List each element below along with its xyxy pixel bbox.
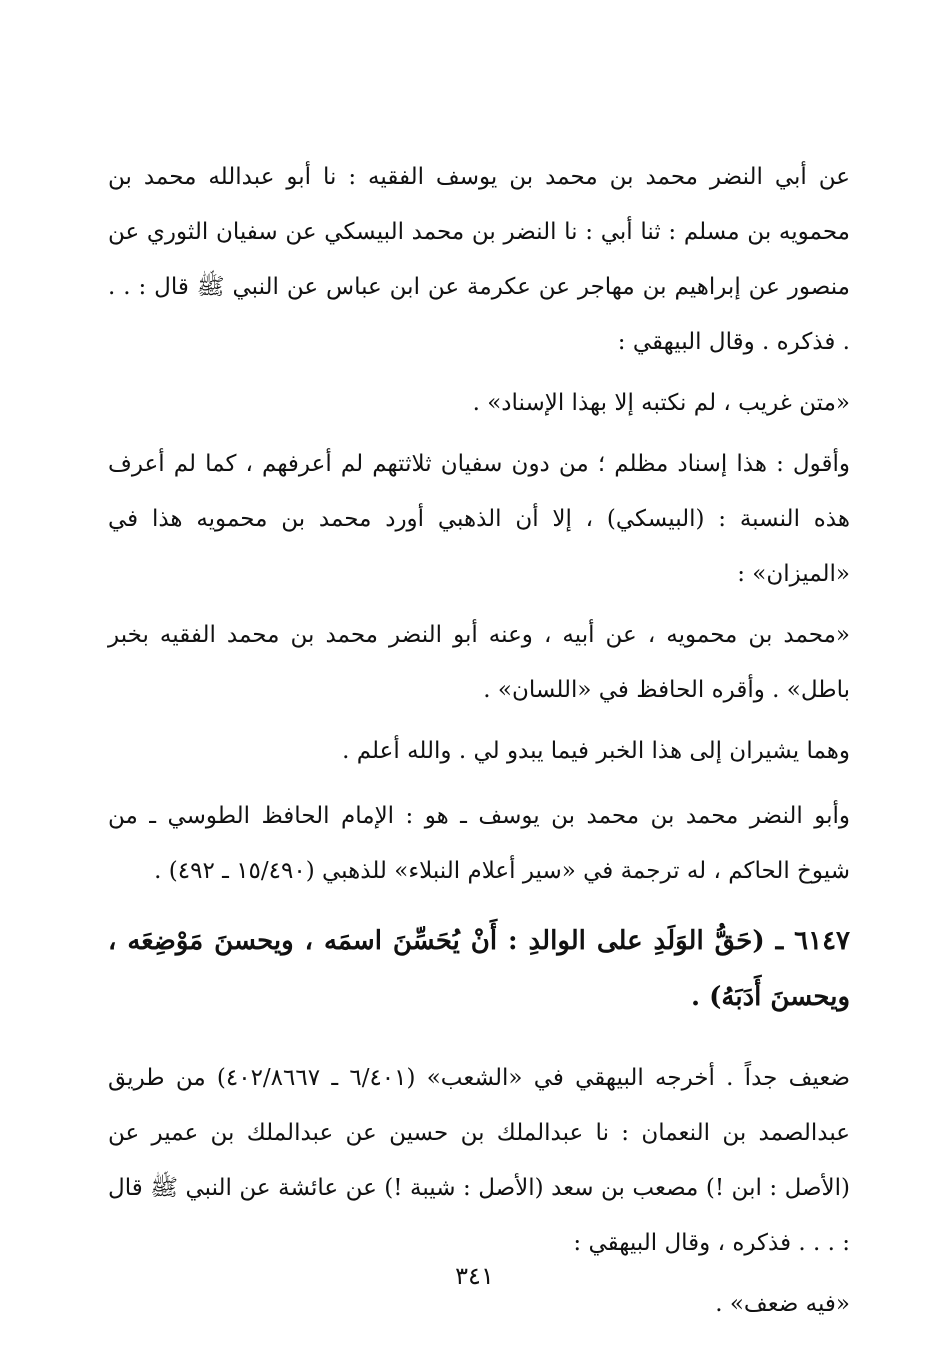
final-quote: «فيه ضعف» . (715, 1291, 850, 1317)
author-conclusion-paragraph: وهما يشيران إلى هذا الخبر فيما يبدو لي . والله أعلم . (342, 738, 850, 764)
mizan-quote-paragraph: «محمد بن محمويه ، عن أبيه ، وعنه أبو النضر محمد بن محمد الفقيه بخبر باطل» . وأقره الحافظ في «اللسان» . (108, 622, 850, 703)
hadith-chain-paragraph: عن أبي النضر محمد بن محمد بن يوسف الفقيه : نا أبو عبدالله محمد بن محمويه بن مسلم : ثنا أبي : نا النضر بن محمد البيسكي عن سفيان الثوري عن منصور عن إبراهيم بن مهاجر عن عكرمة عن ابن عباس عن النبي ﷺ قال : . . . فذكره . وقال البيهقي : (108, 164, 850, 355)
bayhaqi-quote: «متن غريب ، لم نكتبه إلا بهذا الإسناد» . (472, 390, 850, 416)
narrator-biography-paragraph: وأبو النضر محمد بن محمد بن يوسف ـ هو : الإمام الحافظ الطوسي ـ من شيوخ الحاكم ، له ترجمة في «سير أعلام النبلاء» للذهبي (١٥/٤٩٠ ـ ٤٩٢) . (108, 803, 850, 884)
grading-paragraph: ضعيف جداً . أخرجه البيهقي في «الشعب» (٦/٤٠١ ـ ٤٠٢/٨٦٦٧) من طريق عبدالصمد بن النعمان : نا عبدالملك بن حسين عن عبدالملك بن عمير عن (الأصل : ابن !) مصعب بن سعد (الأصل : شيبة !) عن عائشة عن النبي ﷺ قال : . . . فذكره ، وقال البيهقي : (108, 1065, 850, 1256)
hadith-heading: ٦١٤٧ ـ (حَقُّ الوَلَدِ على الوالدِ : أَنْ يُحَسِّنَ اسمَه ، ويحسنَ مَوْضِعَه ، ويحسنَ أَدَبَهُ) . (108, 926, 850, 1012)
page-number: ٣٤١ (455, 1262, 494, 1290)
page-body (108, 150, 850, 1332)
author-comment-paragraph: وأقول : هذا إسناد مظلم ؛ من دون سفيان ثلاثتهم لم أعرفهم ، كما لم أعرف هذه النسبة : (البيسكي) ، إلا أن الذهبي أورد محمد بن محمويه هذا في «الميزان» : (108, 451, 850, 587)
